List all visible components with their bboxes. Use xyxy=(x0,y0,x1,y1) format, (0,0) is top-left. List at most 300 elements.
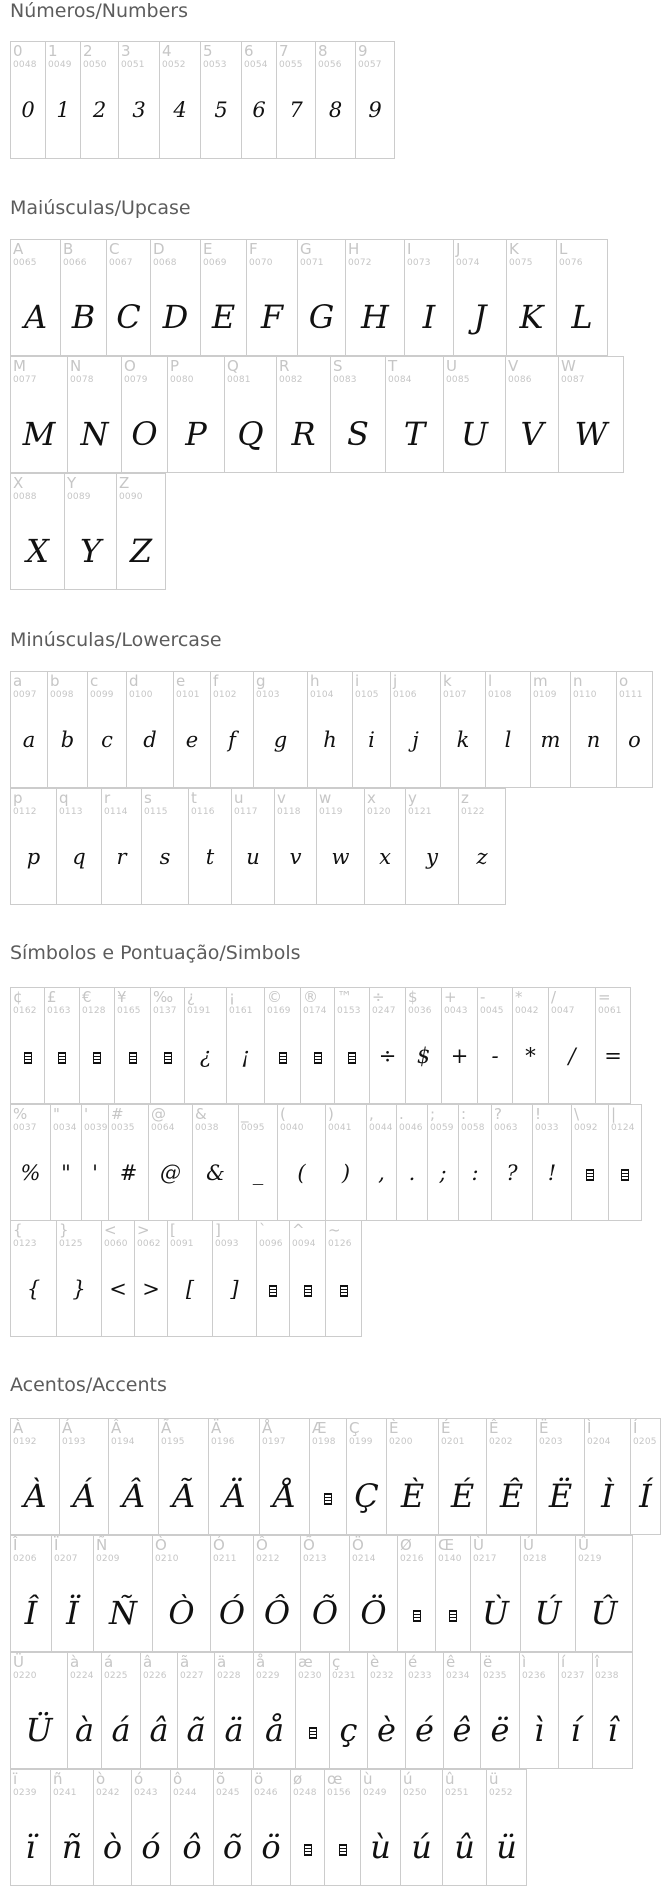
glyph-sample: É xyxy=(450,1477,475,1515)
glyph-char-label: o xyxy=(619,672,629,690)
missing-glyph-icon xyxy=(45,1043,79,1069)
glyph-cell-0056 xyxy=(315,41,356,159)
glyph-code-label: 0083 xyxy=(333,375,357,385)
glyph-code-label: 0198 xyxy=(312,1437,336,1447)
glyph-cell-0068 xyxy=(150,239,201,356)
glyph-code-label: 0041 xyxy=(328,1123,352,1133)
glyph-char-label: h xyxy=(310,672,320,690)
glyph-cell-0108 xyxy=(485,671,531,788)
glyph-char-label: ; xyxy=(430,1105,436,1123)
glyph-code-label: 0241 xyxy=(53,1788,77,1798)
glyph-cell-0047 xyxy=(548,987,596,1104)
glyph-char-label: ® xyxy=(303,988,318,1006)
glyph-char-label: r xyxy=(104,789,111,807)
glyph-cell-0216 xyxy=(397,1535,436,1652)
glyph-sample: ; xyxy=(439,1161,447,1185)
glyph-char-label: & xyxy=(195,1105,207,1123)
glyph-char-label: Õ xyxy=(303,1536,315,1554)
glyph-char-label: ' xyxy=(84,1105,89,1123)
glyph-code-label: 0109 xyxy=(533,690,557,700)
glyph-char-label: D xyxy=(153,240,165,258)
glyph-char-label: Q xyxy=(227,357,239,375)
glyph-sample: À xyxy=(23,1477,47,1515)
glyph-code-label: 0036 xyxy=(408,1006,432,1016)
glyph-cell-0239 xyxy=(10,1769,51,1886)
glyph-code-label: 0089 xyxy=(67,492,91,502)
glyph-sample: R xyxy=(291,415,316,453)
glyph-code-label: 0085 xyxy=(446,375,470,385)
glyph-sample: t xyxy=(205,845,215,869)
missing-glyph-icon xyxy=(115,1043,150,1069)
glyph-code-label: 0065 xyxy=(13,258,37,268)
glyph-code-label: 0037 xyxy=(13,1123,37,1133)
section-title-min-sculas-lowercase: Minúsculas/Lowercase xyxy=(10,629,222,651)
glyph-code-label: 0086 xyxy=(508,375,532,385)
glyph-cell-0204 xyxy=(584,1418,631,1535)
glyph-cell-0103 xyxy=(253,671,308,788)
glyph-code-label: 0061 xyxy=(598,1006,622,1016)
glyph-sample: Ò xyxy=(168,1594,195,1632)
glyph-code-label: 0238 xyxy=(595,1671,619,1681)
glyph-cell-0062 xyxy=(134,1220,168,1337)
glyph-code-label: 0123 xyxy=(13,1239,37,1249)
glyph-sample: è xyxy=(377,1711,396,1749)
glyph-sample: . xyxy=(408,1161,416,1185)
missing-glyph-icon xyxy=(310,1478,346,1514)
glyph-cell-0054 xyxy=(241,41,277,159)
glyph-sample: S xyxy=(347,415,369,453)
glyph-cell-0212 xyxy=(253,1535,301,1652)
glyph-sample: ) xyxy=(341,1161,351,1185)
glyph-char-label: ™ xyxy=(337,988,352,1006)
glyph-cell-0219 xyxy=(575,1535,633,1652)
glyph-code-label: 0225 xyxy=(104,1671,128,1681)
glyph-code-label: 0113 xyxy=(59,807,83,817)
glyph-code-label: 0082 xyxy=(279,375,303,385)
glyph-code-label: 0091 xyxy=(170,1239,194,1249)
glyph-cell-0102 xyxy=(210,671,254,788)
glyph-cell-0232 xyxy=(367,1652,406,1769)
glyph-code-label: 0108 xyxy=(488,690,512,700)
glyph-sample: ' xyxy=(92,1161,98,1185)
glyph-char-label: ã xyxy=(180,1653,190,1671)
glyph-code-label: 0051 xyxy=(121,60,145,70)
glyph-cell-0094 xyxy=(289,1220,326,1337)
glyph-char-label: c xyxy=(90,672,99,690)
glyph-cell-0198 xyxy=(309,1418,347,1535)
glyph-cell-0246 xyxy=(251,1769,291,1886)
glyph-cell-0196 xyxy=(208,1418,260,1535)
glyph-cell-0095 xyxy=(238,1104,278,1221)
glyph-code-label: 0063 xyxy=(494,1123,518,1133)
glyph-char-label: ¥ xyxy=(117,988,127,1006)
glyph-sample: * xyxy=(525,1044,536,1068)
glyph-cell-0229 xyxy=(253,1652,296,1769)
glyph-code-label: 0057 xyxy=(358,60,382,70)
glyph-cell-0083 xyxy=(330,356,386,473)
glyph-char-label: N xyxy=(70,357,82,375)
missing-glyph-icon xyxy=(151,1043,184,1069)
glyph-cell-0067 xyxy=(106,239,151,356)
glyph-char-label: ø xyxy=(293,1770,303,1788)
glyph-sample: 8 xyxy=(328,98,343,122)
missing-glyph-box-icon xyxy=(164,1052,172,1064)
missing-glyph-icon xyxy=(291,1829,324,1865)
glyph-sample: < xyxy=(109,1277,127,1301)
glyph-sample: % xyxy=(20,1161,41,1185)
glyph-sample: / xyxy=(568,1044,576,1068)
glyph-char-label: R xyxy=(279,357,290,375)
glyph-sample: û xyxy=(454,1828,475,1866)
glyph-char-label: É xyxy=(441,1419,451,1437)
glyph-cell-0128 xyxy=(79,987,115,1104)
glyph-char-label: ‰ xyxy=(153,988,174,1006)
glyph-cell-0112 xyxy=(10,788,57,905)
glyph-cell-0061 xyxy=(595,987,631,1104)
glyph-sample: b xyxy=(60,728,75,752)
missing-glyph-box-icon xyxy=(324,1493,332,1505)
glyph-code-label: 0229 xyxy=(256,1671,280,1681)
missing-glyph-box-icon xyxy=(304,1844,312,1856)
glyph-code-label: 0079 xyxy=(124,375,148,385)
glyph-sample: V xyxy=(520,415,544,453)
missing-glyph-box-icon xyxy=(269,1285,277,1297)
glyph-code-label: 0205 xyxy=(633,1437,657,1447)
glyph-code-label: 0125 xyxy=(59,1239,83,1249)
glyph-char-label: d xyxy=(129,672,139,690)
glyph-cell-0210 xyxy=(152,1535,211,1652)
glyph-char-label: ( xyxy=(280,1105,286,1123)
glyph-char-label: G xyxy=(300,240,312,258)
glyph-cell-0072 xyxy=(345,239,405,356)
glyph-sample: 3 xyxy=(132,98,146,122)
missing-glyph-box-icon xyxy=(58,1052,66,1064)
glyph-char-label: ë xyxy=(483,1653,493,1671)
glyph-code-label: 0043 xyxy=(444,1006,468,1016)
glyph-char-label: Ä xyxy=(211,1419,222,1437)
glyph-cell-0075 xyxy=(506,239,557,356)
glyph-code-label: 0034 xyxy=(53,1123,77,1133)
glyph-char-label: ¡ xyxy=(229,988,236,1006)
glyph-char-label: Ï xyxy=(54,1536,59,1554)
glyph-cell-0033 xyxy=(532,1104,572,1221)
glyph-char-label: z xyxy=(461,789,469,807)
glyph-sample: ô xyxy=(182,1828,202,1866)
missing-glyph-box-icon xyxy=(413,1610,421,1622)
glyph-code-label: 0118 xyxy=(277,807,301,817)
glyph-sample: ï xyxy=(25,1828,36,1866)
glyph-cell-0058 xyxy=(458,1104,492,1221)
glyph-char-label: V xyxy=(508,357,519,375)
missing-glyph-icon xyxy=(301,1043,334,1069)
glyph-sample: @ xyxy=(160,1161,181,1185)
glyph-code-label: 0042 xyxy=(515,1006,539,1016)
glyph-cell-0079 xyxy=(121,356,168,473)
glyph-cell-0217 xyxy=(470,1535,521,1652)
glyph-code-label: 0048 xyxy=(13,60,37,70)
glyph-code-label: 0174 xyxy=(303,1006,327,1016)
glyph-char-label: " xyxy=(53,1105,60,1123)
glyph-char-label: 4 xyxy=(162,42,172,60)
glyph-char-label: 5 xyxy=(203,42,213,60)
missing-glyph-icon xyxy=(80,1043,114,1069)
glyph-code-label: 0110 xyxy=(573,690,597,700)
glyph-sample: k xyxy=(456,728,470,752)
glyph-char-label: á xyxy=(104,1653,114,1671)
glyph-code-label: 0040 xyxy=(280,1123,304,1133)
glyph-char-label: å xyxy=(256,1653,266,1671)
glyph-sample: È xyxy=(400,1477,425,1515)
glyph-sample: ò xyxy=(102,1828,123,1866)
glyph-sample: Ù xyxy=(482,1594,509,1632)
glyph-cell-0096 xyxy=(256,1220,290,1337)
glyph-char-label: £ xyxy=(47,988,57,1006)
glyph-code-label: 0077 xyxy=(13,375,37,385)
glyph-sample: v xyxy=(289,845,302,869)
glyph-sample: 9 xyxy=(368,98,382,122)
glyph-code-label: 0227 xyxy=(180,1671,204,1681)
glyph-char-label: ] xyxy=(215,1221,221,1239)
glyph-cell-0088 xyxy=(10,473,65,590)
glyph-code-label: 0044 xyxy=(369,1123,393,1133)
glyph-sample: ! xyxy=(547,1161,557,1185)
glyph-char-label: s xyxy=(144,789,152,807)
glyph-char-label: n xyxy=(573,672,583,690)
glyph-char-label: ü xyxy=(489,1770,499,1788)
glyph-char-label: ¢ xyxy=(13,988,23,1006)
glyph-cell-0241 xyxy=(50,1769,94,1886)
glyph-char-label: ^ xyxy=(292,1221,305,1239)
glyph-cell-0080 xyxy=(167,356,225,473)
glyph-sample: ñ xyxy=(61,1828,83,1866)
glyph-cell-0050 xyxy=(80,41,119,159)
glyph-cell-0233 xyxy=(405,1652,444,1769)
section-title-acentos-accents: Acentos/Accents xyxy=(10,1374,167,1396)
glyph-code-label: 0064 xyxy=(151,1123,175,1133)
glyph-code-label: 0230 xyxy=(298,1671,322,1681)
glyph-sample: + xyxy=(450,1044,469,1068)
glyph-sample: J xyxy=(473,298,487,336)
glyph-cell-0193 xyxy=(59,1418,109,1535)
glyph-code-label: 0117 xyxy=(234,807,258,817)
glyph-code-label: 0128 xyxy=(82,1006,106,1016)
glyph-char-label: Ô xyxy=(256,1536,268,1554)
glyph-cell-0249 xyxy=(360,1769,401,1886)
glyph-sample: ? xyxy=(506,1161,518,1185)
glyph-char-label: 0 xyxy=(13,42,23,60)
glyph-char-label: Ù xyxy=(473,1536,484,1554)
glyph-sample: ö xyxy=(261,1828,281,1866)
glyph-char-label: ò xyxy=(96,1770,106,1788)
glyph-cell-0207 xyxy=(51,1535,94,1652)
glyph-sample: o xyxy=(628,728,641,752)
glyph-sample: Ë xyxy=(548,1477,573,1515)
glyph-char-label: õ xyxy=(216,1770,226,1788)
glyph-cell-0206 xyxy=(10,1535,52,1652)
glyph-code-label: 0045 xyxy=(480,1006,504,1016)
glyph-sample: Ú xyxy=(534,1594,562,1632)
glyph-char-label: [ xyxy=(170,1221,176,1239)
glyph-code-label: 0098 xyxy=(50,690,74,700)
glyph-cell-0165 xyxy=(114,987,151,1104)
glyph-code-label: 0119 xyxy=(319,807,343,817)
glyph-cell-0057 xyxy=(355,41,395,159)
glyph-sample: 4 xyxy=(173,98,187,122)
glyph-code-label: 0211 xyxy=(213,1554,237,1564)
glyph-cell-0213 xyxy=(300,1535,350,1652)
glyph-char-label: f xyxy=(213,672,219,690)
missing-glyph-box-icon xyxy=(340,1285,348,1297)
glyph-sample: x xyxy=(379,845,391,869)
glyph-char-label: ê xyxy=(446,1653,456,1671)
glyph-cell-0064 xyxy=(148,1104,193,1221)
glyph-char-label: C xyxy=(109,240,120,258)
glyph-code-label: 0097 xyxy=(13,690,37,700)
glyph-code-label: 0200 xyxy=(389,1437,413,1447)
missing-glyph-box-icon xyxy=(449,1610,457,1622)
glyph-sample: _ xyxy=(252,1161,264,1185)
glyph-sample: 7 xyxy=(289,98,303,122)
glyph-sample: ú xyxy=(411,1828,432,1866)
glyph-code-label: 0191 xyxy=(187,1006,211,1016)
glyph-char-label: b xyxy=(50,672,60,690)
glyph-sample: # xyxy=(119,1161,138,1185)
glyph-char-label: ô xyxy=(173,1770,183,1788)
glyph-cell-0040 xyxy=(277,1104,326,1221)
glyph-code-label: 0234 xyxy=(446,1671,470,1681)
glyph-sample: Ñ xyxy=(109,1594,137,1632)
missing-glyph-icon xyxy=(290,1276,325,1302)
glyph-char-label: Å xyxy=(262,1419,273,1437)
glyph-char-label: Y xyxy=(67,474,77,492)
glyph-code-label: 0072 xyxy=(348,258,372,268)
glyph-code-label: 0124 xyxy=(611,1123,635,1133)
glyph-char-label: : xyxy=(461,1105,467,1123)
glyph-sample: - xyxy=(491,1044,499,1068)
glyph-cell-0197 xyxy=(259,1418,310,1535)
glyph-sample: ¡ xyxy=(241,1044,250,1068)
glyph-char-label: t xyxy=(191,789,197,807)
glyph-sample: D xyxy=(162,298,189,336)
glyph-code-label: 0237 xyxy=(561,1671,585,1681)
glyph-cell-0192 xyxy=(10,1418,60,1535)
glyph-char-label: û xyxy=(445,1770,455,1788)
glyph-char-label: , xyxy=(369,1105,374,1123)
glyph-cell-0153 xyxy=(334,987,370,1104)
glyph-cell-0236 xyxy=(519,1652,559,1769)
glyph-code-label: 0246 xyxy=(254,1788,278,1798)
glyph-char-label: } xyxy=(59,1221,69,1239)
glyph-code-label: 0120 xyxy=(367,807,391,817)
glyph-code-label: 0070 xyxy=(249,258,273,268)
glyph-code-label: 0071 xyxy=(300,258,324,268)
missing-glyph-box-icon xyxy=(348,1052,356,1064)
glyph-code-label: 0055 xyxy=(279,60,303,70)
glyph-char-label: ì xyxy=(522,1653,527,1671)
glyph-code-label: 0112 xyxy=(13,807,37,817)
glyph-cell-0051 xyxy=(118,41,160,159)
glyph-sample: 5 xyxy=(214,98,228,122)
glyph-code-label: 0239 xyxy=(13,1788,37,1798)
glyph-cell-0238 xyxy=(592,1652,633,1769)
glyph-cell-0121 xyxy=(405,788,459,905)
glyph-char-label: é xyxy=(408,1653,418,1671)
glyph-char-label: Ë xyxy=(539,1419,549,1437)
glyph-char-label: i xyxy=(355,672,360,690)
glyph-char-label: ` xyxy=(259,1221,267,1239)
missing-glyph-box-icon xyxy=(309,1727,317,1739)
glyph-sample: Ä xyxy=(222,1477,246,1515)
glyph-sample: Z xyxy=(129,532,153,570)
glyph-cell-0063 xyxy=(491,1104,533,1221)
glyph-code-label: 0056 xyxy=(318,60,342,70)
glyph-char-label: 8 xyxy=(318,42,328,60)
glyph-sample: f xyxy=(228,728,236,752)
glyph-cell-0199 xyxy=(346,1418,387,1535)
glyph-cell-0245 xyxy=(213,1769,252,1886)
missing-glyph-box-icon xyxy=(24,1052,32,1064)
glyph-char-label: ñ xyxy=(53,1770,63,1788)
glyph-char-label: Ì xyxy=(587,1419,592,1437)
glyph-char-label: 2 xyxy=(83,42,93,60)
glyph-cell-0034 xyxy=(50,1104,82,1221)
glyph-char-label: B xyxy=(63,240,74,258)
glyph-code-label: 0100 xyxy=(129,690,153,700)
glyph-cell-0053 xyxy=(200,41,242,159)
glyph-cell-0200 xyxy=(386,1418,439,1535)
glyph-cell-0078 xyxy=(67,356,122,473)
glyph-code-label: 0244 xyxy=(173,1788,197,1798)
glyph-cell-0081 xyxy=(224,356,277,473)
glyph-cell-0041 xyxy=(325,1104,367,1221)
glyph-cell-0235 xyxy=(480,1652,520,1769)
glyph-char-label: 6 xyxy=(244,42,254,60)
glyph-sample: M xyxy=(22,415,56,453)
glyph-char-label: Æ xyxy=(312,1419,327,1437)
glyph-cell-0234 xyxy=(443,1652,481,1769)
glyph-char-label: m xyxy=(533,672,548,690)
glyph-sample: Å xyxy=(272,1477,297,1515)
glyph-sample: ó xyxy=(141,1828,161,1866)
glyph-char-label: Í xyxy=(633,1419,638,1437)
glyph-code-label: 0249 xyxy=(363,1788,387,1798)
glyph-cell-0109 xyxy=(530,671,571,788)
glyph-sample: õ xyxy=(222,1828,243,1866)
glyph-sample: Ó xyxy=(218,1594,246,1632)
glyph-char-label: $ xyxy=(408,988,418,1006)
glyph-code-label: 0049 xyxy=(48,60,72,70)
section-title-s-mbolos-e-pontua-o-simbols: Símbolos e Pontuação/Simbols xyxy=(10,942,301,964)
glyph-char-label: < xyxy=(104,1221,117,1239)
glyph-sample: p xyxy=(26,845,41,869)
glyph-cell-0055 xyxy=(276,41,316,159)
glyph-sample: q xyxy=(72,845,86,869)
glyph-char-label: € xyxy=(82,988,92,1006)
glyph-code-label: 0092 xyxy=(574,1123,598,1133)
glyph-cell-0116 xyxy=(188,788,232,905)
glyph-sample: Ç xyxy=(354,1477,379,1515)
glyph-cell-0125 xyxy=(56,1220,102,1337)
glyph-sample: W xyxy=(574,415,608,453)
glyph-char-label: # xyxy=(111,1105,124,1123)
glyph-char-label: © xyxy=(267,988,282,1006)
glyph-cell-0122 xyxy=(458,788,506,905)
glyph-char-label: ~ xyxy=(328,1221,341,1239)
glyph-cell-0098 xyxy=(47,671,88,788)
glyph-char-label: Ñ xyxy=(96,1536,108,1554)
glyph-char-label: k xyxy=(443,672,452,690)
glyph-code-label: 0067 xyxy=(109,258,133,268)
